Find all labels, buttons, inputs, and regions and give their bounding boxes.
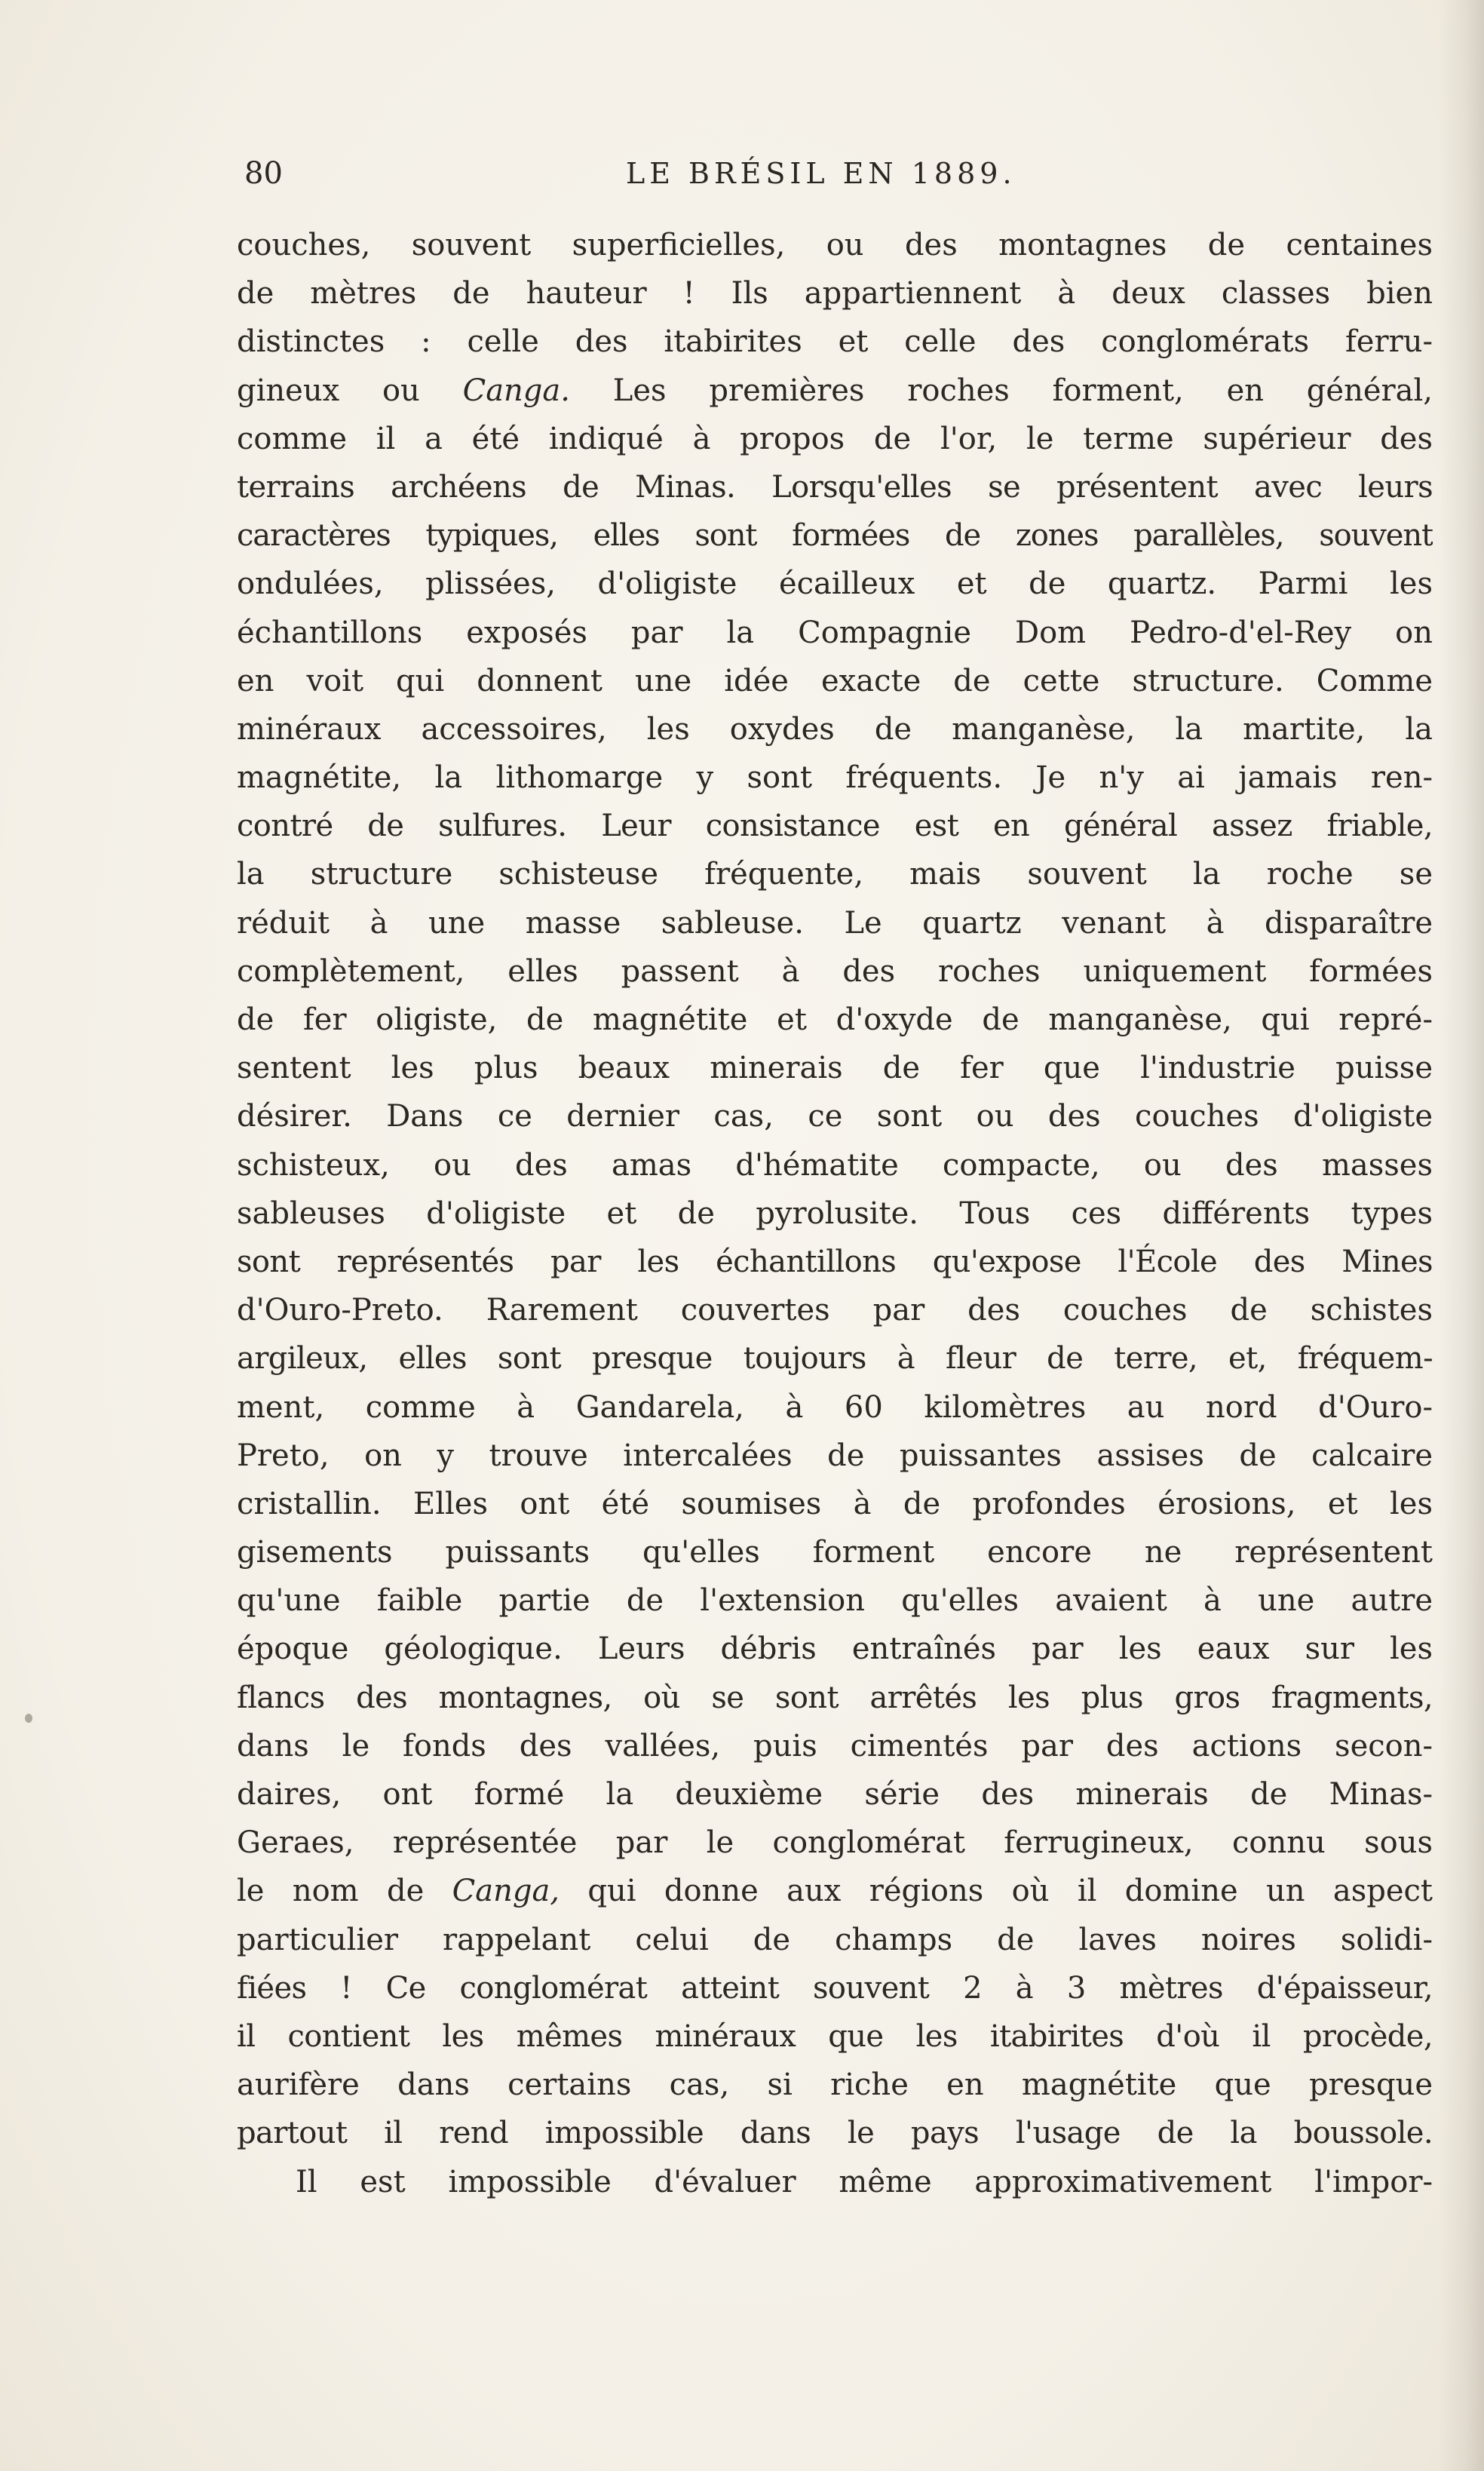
text-line <box>237 367 1433 415</box>
text-line: partout il rend impossible dans le pays l'usage de la boussole. <box>237 2116 1433 2151</box>
running-head: LE BRÉSIL EN 1889. <box>626 157 1016 190</box>
italic-term: Canga, <box>452 1874 560 1909</box>
text-line: contré de sulfures. Leur consistance est en général assez friable, <box>237 809 1433 844</box>
text-line: daires, ont formé la deuxième série des minerais de Minas- <box>237 1777 1433 1812</box>
text-line: minéraux accessoires, les oxydes de manganèse, la martite, la <box>237 711 1433 747</box>
text-line: sableuses d'oligiste et de pyrolusite. Tous ces différents types <box>237 1196 1433 1231</box>
text-line: terrains archéens de Minas. Lorsqu'elles se présentent avec leurs <box>237 469 1433 505</box>
text-run: Les premières roches forment, en général, <box>612 373 1433 408</box>
text-line: fiées ! Ce conglomérat atteint souvent 2 à 3 mètres d'épaisseur, <box>237 1970 1433 2006</box>
ink-speck <box>25 1714 32 1723</box>
text-line: caractères typiques, elles sont formées de zones parallèles, souvent <box>237 518 1433 554</box>
text-line: échantillons exposés par la Compagnie Dom Pedro-d'el-Rey on <box>237 615 1433 650</box>
text-line: en voit qui donnent une idée exacte de cette structure. Comme <box>237 663 1433 698</box>
text-line: Il est impossible d'évaluer même approximativement l'impor- <box>296 2164 1433 2199</box>
page-edge-shadow <box>1439 0 1484 2471</box>
text-line: ondulées, plissées, d'oligiste écailleux et de quartz. Parmi les <box>237 566 1433 602</box>
text-run: le nom de <box>237 1874 425 1909</box>
text-line: aurifère dans certains cas, si riche en magnétite que presque <box>237 2067 1433 2103</box>
page-number: 80 <box>244 156 283 191</box>
page-header <box>226 151 1425 196</box>
text-line: qu'une faible partie de l'extension qu'elles avaient à une autre <box>237 1583 1433 1619</box>
text-line: Preto, on y trouve intercalées de puissantes assises de calcaire <box>237 1438 1433 1473</box>
text-line: ment, comme à Gandarela, à 60 kilomètres au nord d'Ouro- <box>237 1389 1433 1425</box>
text-line: il contient les mêmes minéraux que les itabirites d'où il procède, <box>237 2018 1433 2054</box>
text-line: schisteux, ou des amas d'hématite compacte, ou des masses <box>237 1147 1433 1183</box>
text-run: gineux ou <box>237 373 420 408</box>
text-line <box>237 1867 1433 1915</box>
text-line: époque géologique. Leurs débris entraînés par les eaux sur les <box>237 1631 1433 1667</box>
text-line: comme il a été indiqué à propos de l'or, le terme supérieur des <box>237 421 1433 456</box>
text-line: dans le fonds des vallées, puis cimentés par des actions secon- <box>237 1728 1433 1763</box>
text-line: réduit à une masse sableuse. Le quartz venant à disparaître <box>237 905 1433 941</box>
italic-term: Canga. <box>462 373 570 408</box>
text-line: couches, souvent superficielles, ou des montagnes de centaines <box>237 228 1433 262</box>
text-line: distinctes : celle des itabirites et celle des conglomérats ferru- <box>237 324 1433 360</box>
text-line: complètement, elles passent à des roches uniquement formées <box>237 953 1433 989</box>
text-line: flancs des montagnes, où se sont arrêtés les plus gros fragments, <box>237 1680 1433 1715</box>
text-line: de fer oligiste, de magnétite et d'oxyde de manganèse, qui repré- <box>237 1002 1433 1037</box>
text-line: argileux, elles sont presque toujours à fleur de terre, et, fréquem- <box>237 1341 1433 1377</box>
text-line: cristallin. Elles ont été soumises à de profondes érosions, et les <box>237 1486 1433 1521</box>
body-text <box>237 221 1433 2206</box>
text-line: particulier rappelant celui de champs de laves noires solidi- <box>237 1922 1433 1957</box>
text-run: qui donne aux régions où il domine un aspect <box>587 1874 1433 1909</box>
text-line: désirer. Dans ce dernier cas, ce sont ou des couches d'oligiste <box>237 1099 1433 1134</box>
text-line: gisements puissants qu'elles forment encore ne représentent <box>237 1535 1433 1570</box>
text-line: magnétite, la lithomarge y sont fréquents. Je n'y ai jamais ren- <box>237 760 1433 796</box>
text-line: sont représentés par les échantillons qu'expose l'École des Mines <box>237 1244 1433 1279</box>
text-line: Geraes, représentée par le conglomérat ferrugineux, connu sous <box>237 1825 1433 1861</box>
text-line: de mètres de hauteur ! Ils appartiennent à deux classes bien <box>237 276 1433 312</box>
text-line: sentent les plus beaux minerais de fer que l'industrie puisse <box>237 1051 1433 1086</box>
text-line: la structure schisteuse fréquente, mais souvent la roche se <box>237 857 1433 892</box>
text-line: d'Ouro-Preto. Rarement couvertes par des couches de schistes <box>237 1293 1433 1328</box>
